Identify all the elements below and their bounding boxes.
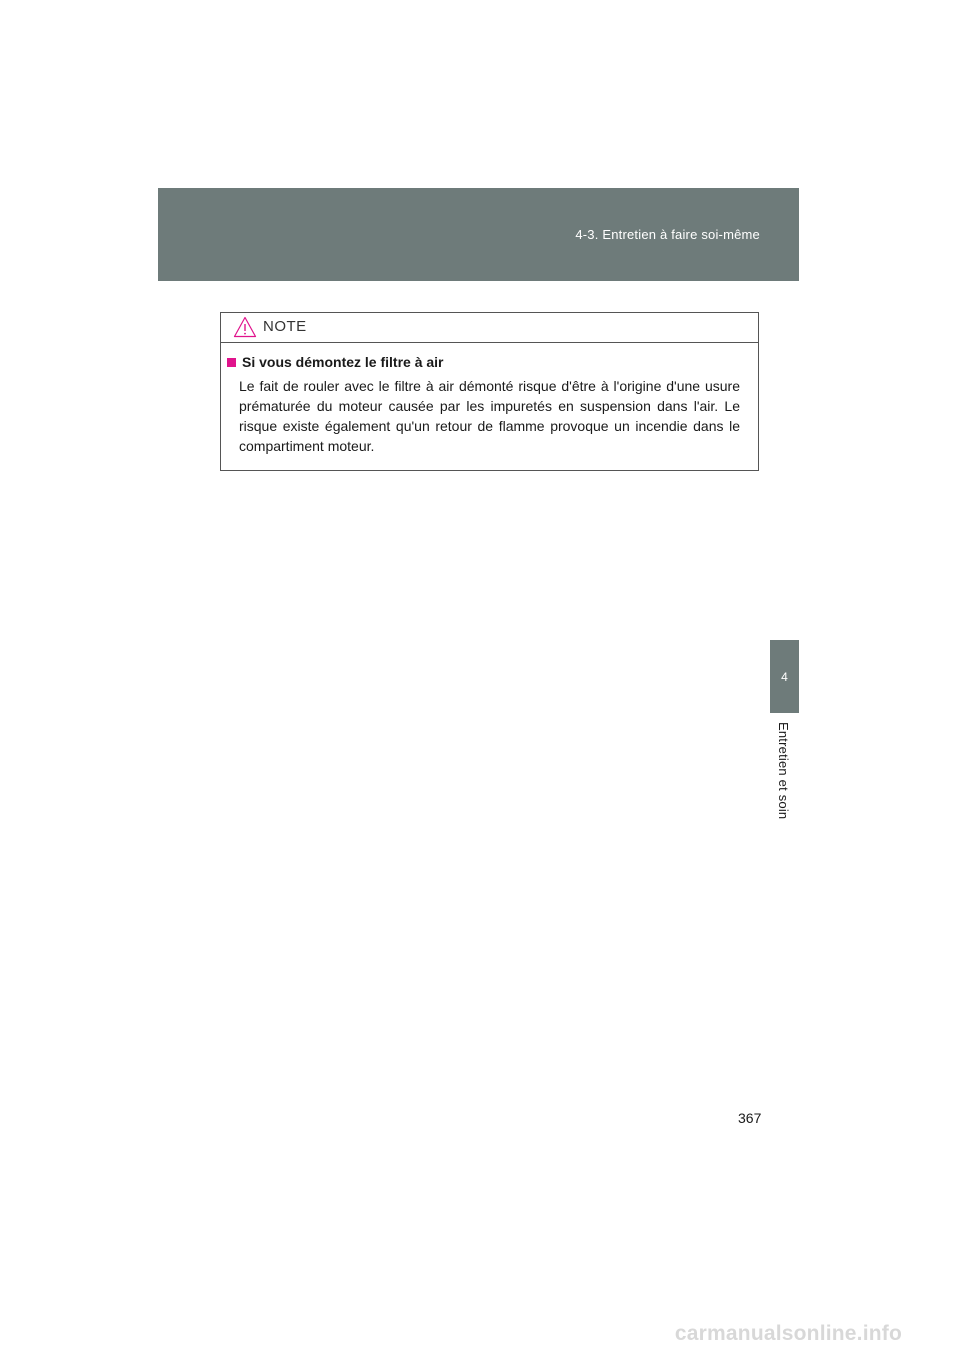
chapter-name: Entretien et soin (776, 722, 791, 820)
page-number: 367 (738, 1110, 762, 1126)
chapter-tab (770, 640, 799, 713)
note-paragraph: Le fait de rouler avec le filtre à air démonté risque d'être à l'origine d'une usure prématurée du moteur causée par les impuretés en suspension dans l'air. Le risque existe également qu'un retour de flamme provoque un incendie dans le compartiment moteur. (239, 378, 740, 454)
chapter-number: 4 (781, 670, 788, 684)
note-label: NOTE (263, 318, 307, 335)
note-box (220, 312, 759, 471)
section-title: 4-3. Entretien à faire soi-même (575, 227, 760, 242)
warning-triangle-icon (233, 316, 257, 338)
watermark: carmanualsonline.info (674, 1322, 902, 1345)
note-subheading-text: Si vous démontez le filtre à air (242, 354, 444, 370)
bullet-square-icon (227, 358, 236, 367)
note-header (221, 313, 758, 343)
header-band (158, 188, 799, 281)
note-body (221, 343, 758, 456)
note-subheading (225, 353, 740, 371)
